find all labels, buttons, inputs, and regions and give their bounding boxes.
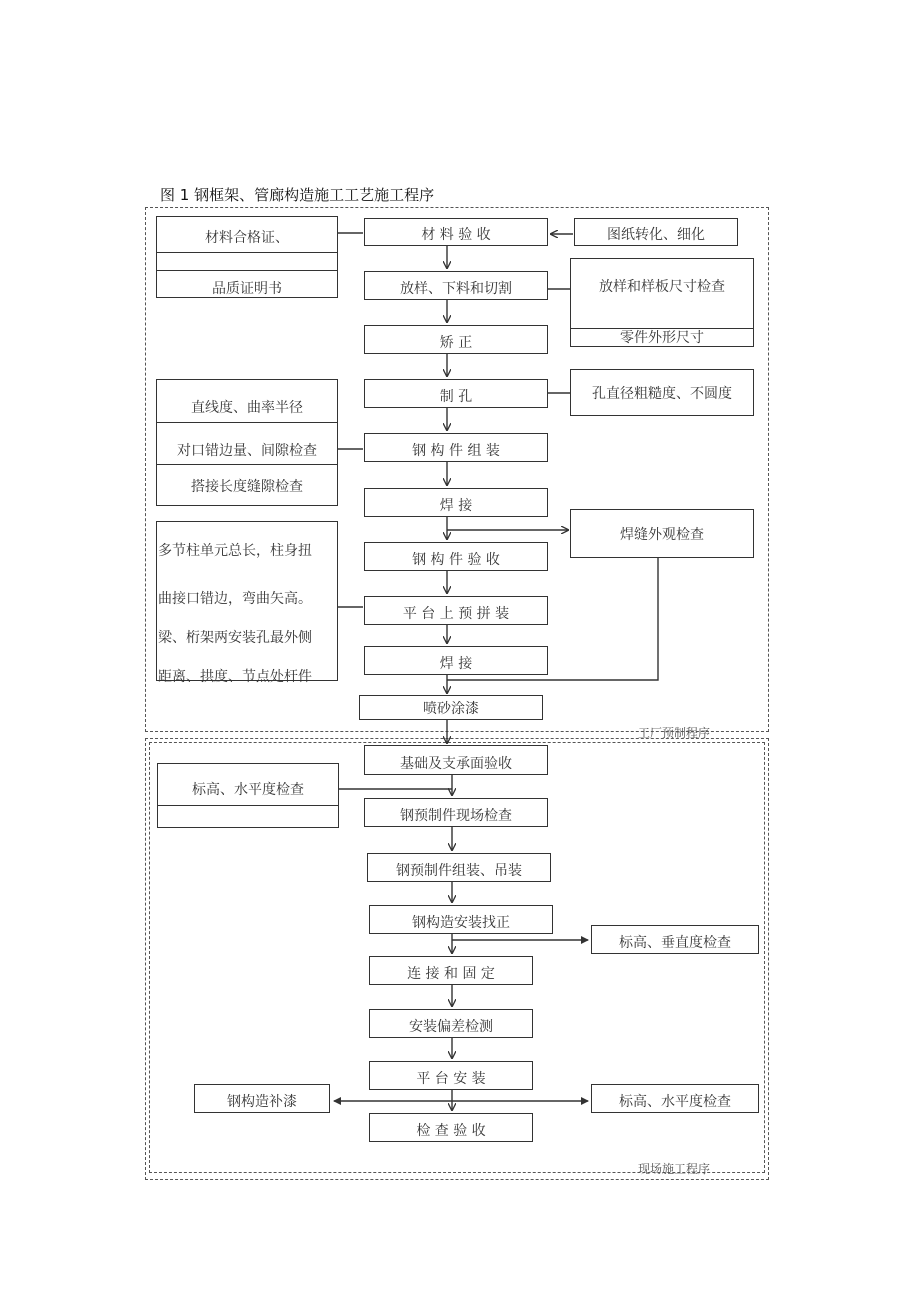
- factory-step-layout-cutting: 放样、下料和切割: [364, 271, 548, 300]
- check-part-dimensions: 零件外形尺寸: [620, 330, 704, 346]
- factory-step-preassembly: 平 台 上 预 拼 装: [364, 596, 548, 625]
- check-joint-offset: 曲接口错边，弯曲矢高。: [158, 591, 312, 607]
- factory-step-straighten: 矫 正: [364, 325, 548, 354]
- check-elevation-level: 标高、水平度检查: [192, 782, 304, 798]
- factory-step-component-inspection: 钢 构 件 验 收: [364, 542, 548, 571]
- site-step-foundation-inspection: 基础及支承面验收: [364, 745, 548, 775]
- site-step-platform-install: 平 台 安 装: [369, 1061, 533, 1090]
- check-quality-certificate: 品质证明书: [212, 281, 282, 297]
- check-hole-roundness: 孔直径粗糙度、不圆度: [570, 369, 754, 416]
- factory-step-welding: 焊 接: [364, 488, 548, 517]
- check-elevation-level-2: 标高、水平度检查: [591, 1084, 759, 1113]
- site-step-deviation-check: 安装偏差检测: [369, 1009, 533, 1038]
- factory-region-label: 工厂预制程序: [638, 726, 711, 740]
- site-step-final-acceptance: 检 查 验 收: [369, 1113, 533, 1142]
- site-step-connect-fix: 连 接 和 固 定: [369, 956, 533, 985]
- factory-step-sandblast-paint: 喷砂涂漆: [359, 695, 543, 720]
- check-camber: 距离、拱度、节点处杆件: [158, 669, 312, 685]
- check-elevation-vertical: 标高、垂直度检查: [591, 925, 759, 954]
- site-step-alignment: 钢构造安装找正: [369, 905, 553, 934]
- factory-step-welding-2: 焊 接: [364, 646, 548, 675]
- site-step-assembly-hoisting: 钢预制件组装、吊装: [367, 853, 551, 882]
- site-region-label: 现场施工程序: [638, 1162, 711, 1176]
- site-step-site-check: 钢预制件现场检查: [364, 798, 548, 827]
- check-straightness: 直线度、曲率半径: [191, 400, 303, 416]
- steel-touchup-paint: 钢构造补漆: [194, 1084, 330, 1113]
- check-layout-template: 放样和样板尺寸检查: [599, 279, 725, 295]
- factory-step-drilling: 制 孔: [364, 379, 548, 408]
- check-material-certificate: 材料合格证、: [205, 230, 289, 246]
- check-weld-appearance: 焊缝外观检查: [570, 509, 754, 558]
- factory-step-material-inspection: 材 料 验 收: [364, 218, 548, 246]
- check-beam-holes: 梁、桁架两安装孔最外侧: [158, 630, 312, 646]
- drawing-conversion: 图纸转化、细化: [574, 218, 738, 246]
- figure-title: 图 1 钢框架、管廊构造施工工艺施工程序: [160, 186, 435, 204]
- factory-step-assembly: 钢 构 件 组 装: [364, 433, 548, 462]
- check-butt-joint: 对口错边量、间隙检查: [177, 443, 317, 459]
- check-column-length: 多节柱单元总长，柱身扭: [158, 543, 312, 559]
- check-lap-length: 搭接长度缝隙检查: [191, 479, 303, 495]
